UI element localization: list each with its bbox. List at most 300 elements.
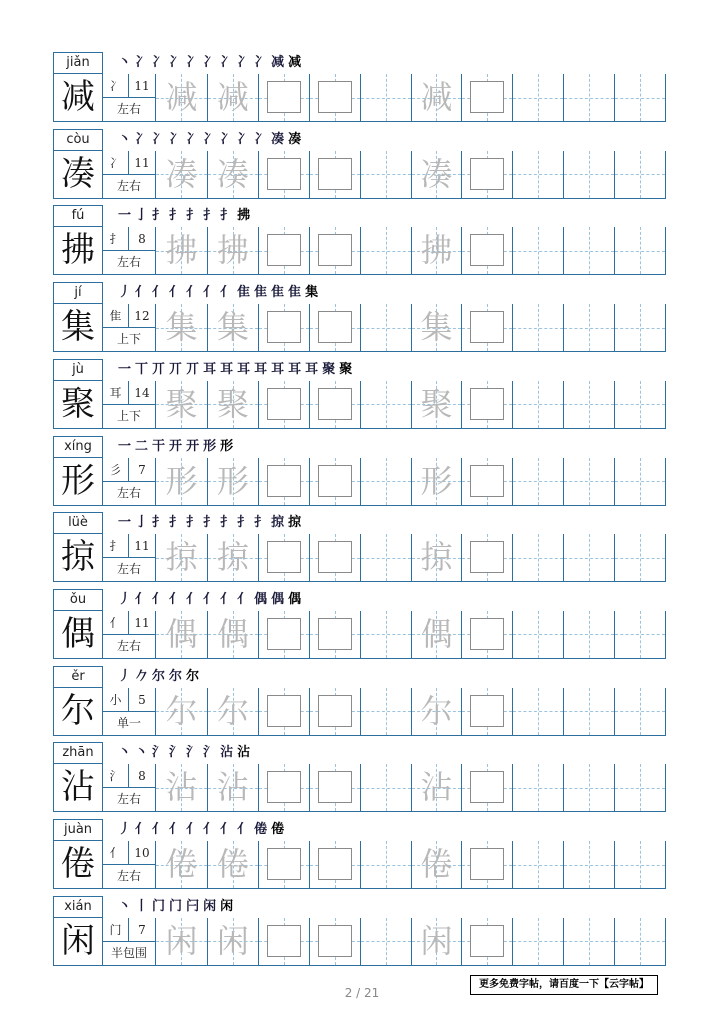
character-entry xyxy=(0,896,724,972)
guide-square xyxy=(318,695,352,727)
practice-cell[interactable] xyxy=(258,304,309,351)
stroke-step: 倦 xyxy=(271,822,288,837)
practice-cell[interactable] xyxy=(309,458,360,505)
practice-cell[interactable] xyxy=(360,764,411,811)
practice-grid xyxy=(156,534,666,582)
stroke-step: 耳 xyxy=(203,361,220,377)
pinyin-label: xián xyxy=(53,896,103,918)
practice-cell[interactable] xyxy=(309,381,360,428)
practice-cell[interactable] xyxy=(207,74,258,121)
practice-cell[interactable] xyxy=(207,458,258,505)
practice-cell[interactable] xyxy=(563,151,614,198)
guide-square xyxy=(318,925,352,957)
practice-cell[interactable] xyxy=(207,918,258,965)
practice-cell[interactable] xyxy=(207,688,258,735)
stroke-order xyxy=(118,512,305,534)
guide-square xyxy=(318,541,352,573)
practice-cell[interactable] xyxy=(207,381,258,428)
stroke-step: 丌 xyxy=(152,361,169,377)
stroke-step: 隹 xyxy=(237,285,254,301)
practice-cell[interactable] xyxy=(309,611,360,658)
practice-cell[interactable] xyxy=(360,458,411,505)
practice-cell[interactable] xyxy=(411,381,462,428)
character-info xyxy=(103,151,156,199)
practice-cell[interactable] xyxy=(411,918,462,965)
stroke-step: 偶 xyxy=(271,591,288,607)
stroke-step: 亅 xyxy=(135,515,152,531)
guide-square xyxy=(470,311,504,343)
practice-cell[interactable] xyxy=(360,151,411,198)
stroke-step: 耳 xyxy=(271,361,288,377)
practice-cell[interactable] xyxy=(461,74,512,121)
pinyin-label: jù xyxy=(53,359,103,381)
practice-cell[interactable] xyxy=(156,841,207,888)
character-info xyxy=(103,304,156,352)
character-entry xyxy=(0,282,724,358)
guide-square xyxy=(470,695,504,727)
practice-cell[interactable] xyxy=(512,304,563,351)
practice-cell[interactable] xyxy=(512,227,563,274)
practice-cell[interactable] xyxy=(512,841,563,888)
stroke-step: 偶 xyxy=(254,591,271,607)
stroke-step: 形 xyxy=(203,438,220,454)
stroke-step: 亻 xyxy=(220,285,237,301)
guide-square xyxy=(470,465,504,497)
main-character: 闲 xyxy=(53,918,103,966)
practice-cell[interactable] xyxy=(309,918,360,965)
guide-square xyxy=(318,311,352,343)
pinyin-label: còu xyxy=(53,129,103,151)
practice-cell[interactable] xyxy=(360,74,411,121)
stroke-step: 沾 xyxy=(237,745,254,761)
tracing-character: 拂 xyxy=(216,231,249,270)
stroke-order xyxy=(118,896,237,918)
stroke-count: 11 xyxy=(129,74,155,98)
practice-cell[interactable] xyxy=(512,458,563,505)
stroke-step: 氵 xyxy=(152,745,169,761)
stroke-step: 隹 xyxy=(288,285,305,301)
stroke-step: 丿 xyxy=(118,285,135,301)
practice-cell[interactable] xyxy=(258,918,309,965)
stroke-step: 冫 xyxy=(237,131,254,147)
practice-cell[interactable] xyxy=(614,381,665,428)
practice-cell[interactable] xyxy=(156,611,207,658)
practice-grid xyxy=(156,304,666,352)
stroke-order xyxy=(118,359,356,381)
practice-cell[interactable] xyxy=(614,918,665,965)
practice-cell[interactable] xyxy=(512,764,563,811)
main-character: 倦 xyxy=(53,841,103,889)
practice-cell[interactable] xyxy=(614,611,665,658)
practice-cell[interactable] xyxy=(309,688,360,735)
practice-cell[interactable] xyxy=(512,381,563,428)
stroke-step: 丶 xyxy=(135,745,152,761)
practice-cell[interactable] xyxy=(360,918,411,965)
tracing-character: 减 xyxy=(420,78,453,116)
practice-cell[interactable] xyxy=(258,458,309,505)
practice-grid xyxy=(156,151,666,199)
practice-cell[interactable] xyxy=(614,534,665,581)
radical-label: 耳 xyxy=(103,381,129,405)
stroke-step: 一 xyxy=(118,438,135,454)
structure-label: 上下 xyxy=(116,332,141,347)
practice-cell[interactable] xyxy=(461,227,512,274)
practice-cell[interactable] xyxy=(512,74,563,121)
main-character: 聚 xyxy=(53,381,103,429)
stroke-step: 亻 xyxy=(169,822,186,837)
practice-cell[interactable] xyxy=(156,381,207,428)
guide-square xyxy=(470,848,504,880)
practice-cell[interactable] xyxy=(614,841,665,888)
practice-cell[interactable] xyxy=(156,688,207,735)
stroke-step: 冫 xyxy=(152,55,169,70)
practice-cell[interactable] xyxy=(258,381,309,428)
character-entry xyxy=(0,512,724,588)
practice-cell[interactable] xyxy=(461,611,512,658)
main-character: 掠 xyxy=(53,534,103,582)
stroke-step: 丅 xyxy=(135,361,152,377)
practice-cell[interactable] xyxy=(207,227,258,274)
stroke-order xyxy=(118,666,203,688)
guide-square xyxy=(267,618,301,650)
stroke-step: 冫 xyxy=(135,131,152,147)
stroke-step: 亻 xyxy=(152,822,169,837)
practice-cell[interactable] xyxy=(258,841,309,888)
tracing-character: 聚 xyxy=(165,384,198,423)
practice-cell[interactable] xyxy=(411,227,462,274)
practice-cell[interactable] xyxy=(563,841,614,888)
practice-cell[interactable] xyxy=(309,227,360,274)
stroke-count: 14 xyxy=(129,381,155,405)
practice-cell[interactable] xyxy=(360,841,411,888)
stroke-step: 门 xyxy=(169,898,186,914)
radical-label: 隹 xyxy=(103,304,129,328)
practice-cell[interactable] xyxy=(512,918,563,965)
stroke-step: 扌 xyxy=(186,208,203,224)
main-character: 减 xyxy=(53,74,103,122)
guide-square xyxy=(470,618,504,650)
stroke-step: 倦 xyxy=(254,822,271,837)
stroke-step: 凑 xyxy=(271,131,288,147)
stroke-step: 亻 xyxy=(203,285,220,301)
main-character: 集 xyxy=(53,304,103,352)
character-entry xyxy=(0,742,724,818)
stroke-step: 氵 xyxy=(186,745,203,761)
radical-label: 小 xyxy=(103,688,129,712)
tracing-character: 尔 xyxy=(420,691,453,730)
character-info xyxy=(103,74,156,122)
practice-cell[interactable] xyxy=(614,764,665,811)
structure-label: 左右 xyxy=(116,638,141,653)
practice-cell[interactable] xyxy=(461,381,512,428)
stroke-count: 10 xyxy=(129,841,155,865)
structure-label: 左右 xyxy=(116,792,141,807)
stroke-step: 亻 xyxy=(169,285,186,301)
stroke-count: 8 xyxy=(129,227,155,251)
practice-cell[interactable] xyxy=(411,841,462,888)
practice-cell[interactable] xyxy=(461,304,512,351)
character-info xyxy=(103,611,156,659)
stroke-order xyxy=(118,52,305,74)
practice-cell[interactable] xyxy=(207,611,258,658)
practice-cell[interactable] xyxy=(411,458,462,505)
practice-cell[interactable] xyxy=(207,764,258,811)
practice-cell[interactable] xyxy=(258,227,309,274)
tracing-character: 形 xyxy=(165,461,198,500)
guide-square xyxy=(318,465,352,497)
practice-cell[interactable] xyxy=(563,611,614,658)
practice-cell[interactable] xyxy=(207,304,258,351)
practice-cell[interactable] xyxy=(309,74,360,121)
practice-cell[interactable] xyxy=(156,227,207,274)
practice-cell[interactable] xyxy=(614,151,665,198)
stroke-step: 耳 xyxy=(305,361,322,377)
stroke-step: 拂 xyxy=(237,208,254,224)
practice-cell[interactable] xyxy=(563,304,614,351)
practice-cell[interactable] xyxy=(258,534,309,581)
practice-cell[interactable] xyxy=(360,381,411,428)
stroke-order xyxy=(118,436,237,458)
radical-label: 彡 xyxy=(103,458,129,482)
practice-grid xyxy=(156,74,666,122)
stroke-step: 扌 xyxy=(203,515,220,531)
stroke-step: 亻 xyxy=(135,822,152,837)
character-entry xyxy=(0,359,724,435)
stroke-step: 二 xyxy=(135,438,152,454)
practice-cell[interactable] xyxy=(461,151,512,198)
practice-cell[interactable] xyxy=(563,458,614,505)
practice-cell[interactable] xyxy=(411,764,462,811)
tracing-character: 形 xyxy=(216,461,249,500)
stroke-step: 一 xyxy=(118,361,135,377)
structure-label: 左右 xyxy=(116,102,141,116)
practice-cell[interactable] xyxy=(360,611,411,658)
radical-label: 亻 xyxy=(103,841,129,865)
stroke-step: 扌 xyxy=(220,515,237,531)
practice-cell[interactable] xyxy=(563,227,614,274)
tracing-character: 拂 xyxy=(165,231,198,270)
practice-cell[interactable] xyxy=(411,688,462,735)
tracing-character: 集 xyxy=(420,308,453,347)
practice-cell[interactable] xyxy=(156,918,207,965)
practice-cell[interactable] xyxy=(512,534,563,581)
practice-cell[interactable] xyxy=(461,764,512,811)
pinyin-label: zhān xyxy=(53,742,103,764)
guide-square xyxy=(318,158,352,190)
pinyin-label: xíng xyxy=(53,436,103,458)
stroke-step: 尔 xyxy=(152,668,169,684)
practice-cell[interactable] xyxy=(309,841,360,888)
stroke-step: 扌 xyxy=(237,515,254,531)
practice-cell[interactable] xyxy=(614,304,665,351)
stroke-step: 冫 xyxy=(203,131,220,147)
guide-square xyxy=(318,81,352,113)
practice-grid xyxy=(156,688,666,736)
radical-label: 冫 xyxy=(103,74,129,98)
practice-cell[interactable] xyxy=(309,304,360,351)
stroke-step: 掠 xyxy=(288,515,305,531)
stroke-step: 冫 xyxy=(186,55,203,70)
guide-square xyxy=(267,311,301,343)
stroke-step: 集 xyxy=(305,285,322,301)
guide-square xyxy=(470,158,504,190)
practice-cell[interactable] xyxy=(411,611,462,658)
tracing-character: 沾 xyxy=(216,768,249,807)
practice-cell[interactable] xyxy=(258,74,309,121)
stroke-step: 丶 xyxy=(118,131,135,147)
character-entry xyxy=(0,589,724,665)
practice-cell[interactable] xyxy=(258,151,309,198)
practice-cell[interactable] xyxy=(461,688,512,735)
stroke-step: 亻 xyxy=(237,591,254,607)
structure-label: 单一 xyxy=(116,715,141,730)
practice-cell[interactable] xyxy=(258,611,309,658)
stroke-count: 7 xyxy=(129,918,155,942)
stroke-step: 亅 xyxy=(135,208,152,224)
practice-cell[interactable] xyxy=(258,688,309,735)
tracing-character: 减 xyxy=(165,78,198,116)
guide-square xyxy=(470,234,504,266)
pinyin-label: juàn xyxy=(53,819,103,841)
practice-cell[interactable] xyxy=(411,304,462,351)
practice-cell[interactable] xyxy=(207,151,258,198)
practice-cell[interactable] xyxy=(411,74,462,121)
stroke-step: 冫 xyxy=(220,131,237,147)
practice-cell[interactable] xyxy=(614,688,665,735)
stroke-step: 冫 xyxy=(169,55,186,70)
practice-cell[interactable] xyxy=(614,74,665,121)
tracing-character: 闲 xyxy=(165,921,198,960)
practice-cell[interactable] xyxy=(563,534,614,581)
guide-square xyxy=(318,618,352,650)
tracing-character: 集 xyxy=(216,308,249,347)
practice-cell[interactable] xyxy=(156,534,207,581)
tracing-character: 集 xyxy=(165,308,198,347)
practice-cell[interactable] xyxy=(360,227,411,274)
stroke-step: 冫 xyxy=(152,131,169,147)
stroke-step: 尔 xyxy=(186,668,203,684)
stroke-order xyxy=(118,129,305,151)
tracing-character: 掠 xyxy=(216,538,249,577)
practice-cell[interactable] xyxy=(512,688,563,735)
practice-cell[interactable] xyxy=(360,688,411,735)
guide-square xyxy=(267,158,301,190)
tracing-character: 倦 xyxy=(420,845,453,883)
stroke-step: 隹 xyxy=(254,285,271,301)
footer-note: 更多免费字帖，请百度一下【云字帖】 xyxy=(470,975,658,995)
stroke-step: 冫 xyxy=(220,55,237,70)
practice-cell[interactable] xyxy=(563,74,614,121)
tracing-character: 拂 xyxy=(420,231,453,270)
practice-cell[interactable] xyxy=(461,534,512,581)
practice-cell[interactable] xyxy=(563,764,614,811)
stroke-step: 亻 xyxy=(237,822,254,837)
stroke-order xyxy=(118,205,254,227)
stroke-step: 扌 xyxy=(203,208,220,224)
structure-label: 左右 xyxy=(116,255,141,270)
practice-grid xyxy=(156,841,666,889)
stroke-step: 丿 xyxy=(118,668,135,684)
stroke-step: 丌 xyxy=(169,361,186,377)
stroke-step: 扌 xyxy=(169,208,186,224)
character-entry xyxy=(0,436,724,512)
practice-cell[interactable] xyxy=(258,764,309,811)
stroke-step: 掠 xyxy=(271,515,288,531)
tracing-character: 偶 xyxy=(420,614,453,653)
practice-cell[interactable] xyxy=(156,304,207,351)
stroke-step: 扌 xyxy=(220,208,237,224)
practice-cell[interactable] xyxy=(309,764,360,811)
stroke-step: 冫 xyxy=(186,131,203,147)
structure-label: 左右 xyxy=(116,869,141,883)
stroke-step: 丌 xyxy=(186,361,203,377)
pinyin-label: lüè xyxy=(53,512,103,534)
practice-cell[interactable] xyxy=(309,151,360,198)
stroke-step: 凑 xyxy=(288,131,305,147)
tracing-character: 掠 xyxy=(165,538,198,577)
practice-cell[interactable] xyxy=(563,918,614,965)
practice-cell[interactable] xyxy=(461,458,512,505)
main-character: 沾 xyxy=(53,764,103,812)
practice-cell[interactable] xyxy=(156,764,207,811)
page-number: 2 / 21 xyxy=(344,986,380,1000)
practice-cell[interactable] xyxy=(614,458,665,505)
practice-cell[interactable] xyxy=(614,227,665,274)
main-character: 拂 xyxy=(53,227,103,275)
tracing-character: 偶 xyxy=(216,614,249,653)
practice-cell[interactable] xyxy=(360,304,411,351)
stroke-step: 亻 xyxy=(186,591,203,607)
practice-cell[interactable] xyxy=(512,611,563,658)
practice-cell[interactable] xyxy=(563,381,614,428)
radical-label: 亻 xyxy=(103,611,129,635)
main-character: 形 xyxy=(53,458,103,506)
pinyin-label: ǒu xyxy=(53,589,103,611)
stroke-order xyxy=(118,589,305,611)
structure-label: 左右 xyxy=(116,562,141,577)
practice-cell[interactable] xyxy=(563,688,614,735)
practice-cell[interactable] xyxy=(512,151,563,198)
pinyin-label: jí xyxy=(53,282,103,304)
practice-cell[interactable] xyxy=(411,534,462,581)
stroke-step: 减 xyxy=(288,55,305,70)
character-info xyxy=(103,227,156,275)
practice-cell[interactable] xyxy=(461,918,512,965)
practice-cell[interactable] xyxy=(156,74,207,121)
practice-cell[interactable] xyxy=(156,151,207,198)
practice-cell[interactable] xyxy=(360,534,411,581)
pinyin-label: fú xyxy=(53,205,103,227)
stroke-step: 扌 xyxy=(186,515,203,531)
practice-cell[interactable] xyxy=(156,458,207,505)
stroke-step: 扌 xyxy=(152,208,169,224)
guide-square xyxy=(470,771,504,803)
practice-cell[interactable] xyxy=(461,841,512,888)
practice-cell[interactable] xyxy=(309,534,360,581)
stroke-step: 丿 xyxy=(118,822,135,837)
practice-cell[interactable] xyxy=(411,151,462,198)
guide-square xyxy=(318,771,352,803)
tracing-character: 沾 xyxy=(420,768,453,807)
stroke-step: 减 xyxy=(271,55,288,70)
main-character: 凑 xyxy=(53,151,103,199)
practice-grid xyxy=(156,611,666,659)
guide-square xyxy=(267,465,301,497)
stroke-step: 亻 xyxy=(186,285,203,301)
practice-cell[interactable] xyxy=(207,841,258,888)
practice-cell[interactable] xyxy=(207,534,258,581)
stroke-order xyxy=(118,742,254,764)
